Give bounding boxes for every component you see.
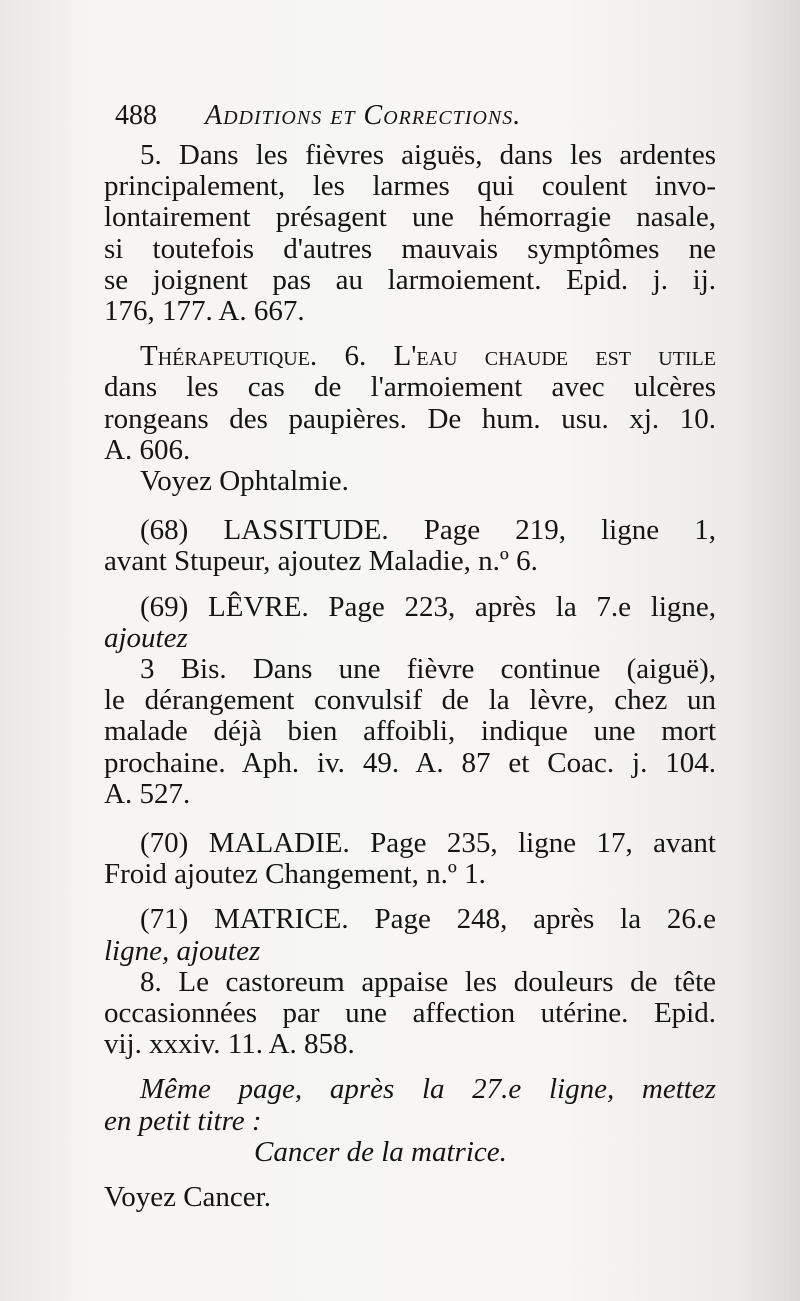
text-line: le dérangement convulsif de la lèvre, chez un xyxy=(104,684,716,717)
text-line: 5. Dans les fièvres aiguës, dans les ardentes xyxy=(140,139,716,171)
text-line: A. 527. xyxy=(104,777,191,810)
text-line: en petit titre : xyxy=(104,1104,262,1137)
text-line: malade déjà bien affoibli, indique une mort xyxy=(104,715,716,748)
page-header xyxy=(115,100,715,140)
entry-heading: (68) LASSITUDE. Page 219, ligne 1, xyxy=(140,514,716,547)
cross-reference: Voyez Ophtalmie. xyxy=(140,465,349,498)
text-line: Même page, après la 27.e ligne, mettez xyxy=(140,1073,716,1106)
text-line: 176, 177. A. 667. xyxy=(104,295,305,328)
text-line: Thérapeutique. 6. L'eau chaude est utile xyxy=(140,340,716,373)
cross-reference: Voyez Cancer. xyxy=(104,1181,271,1214)
entry-heading: (70) MALADIE. Page 235, ligne 17, avant xyxy=(140,827,716,860)
entry-heading: (69) LÊVRE. Page 223, après la 7.e ligne, xyxy=(140,590,716,623)
text-line: si toutefois d'autres mauvais symptômes ne xyxy=(104,232,716,265)
text-line: 3 Bis. Dans une fièvre continue (aiguë), xyxy=(140,653,716,686)
body-text xyxy=(104,140,716,1213)
text-line: vij. xxxiv. 11. A. 858. xyxy=(104,1028,355,1061)
text-line: dans les cas de l'armoiement avec ulcères xyxy=(104,371,716,404)
text-line: rongeans des paupières. De hum. usu. xj. 10. xyxy=(104,402,716,435)
entry-heading: (71) MATRICE. Page 248, après la 26.e xyxy=(140,903,716,936)
text-line: ligne, ajoutez xyxy=(104,934,261,967)
text-line: lontairement présagent une hémorragie nasale, xyxy=(104,201,716,234)
running-title: Additions et Corrections. xyxy=(205,100,522,131)
text-line: principalement, les larmes qui coulent invo- xyxy=(104,170,716,203)
text-line: 8. Le castoreum appaise les douleurs de tête xyxy=(140,965,716,998)
text-line: se joignent pas au larmoiement. Epid. j. ij. xyxy=(104,263,716,296)
page-number: 488 xyxy=(115,100,157,131)
text-line: avant Stupeur, ajoutez Maladie, n.º 6. xyxy=(104,545,538,578)
subtitle-line: Cancer de la matrice. xyxy=(254,1135,507,1168)
text-line: Froid ajoutez Changement, n.º 1. xyxy=(104,858,486,891)
text-line: prochaine. Aph. iv. 49. A. 87 et Coac. j. 104. xyxy=(104,746,716,779)
text-line: ajoutez xyxy=(104,621,188,654)
text-line: occasionnées par une affection utérine. Epid. xyxy=(104,997,716,1030)
text-line: A. 606. xyxy=(104,433,191,466)
